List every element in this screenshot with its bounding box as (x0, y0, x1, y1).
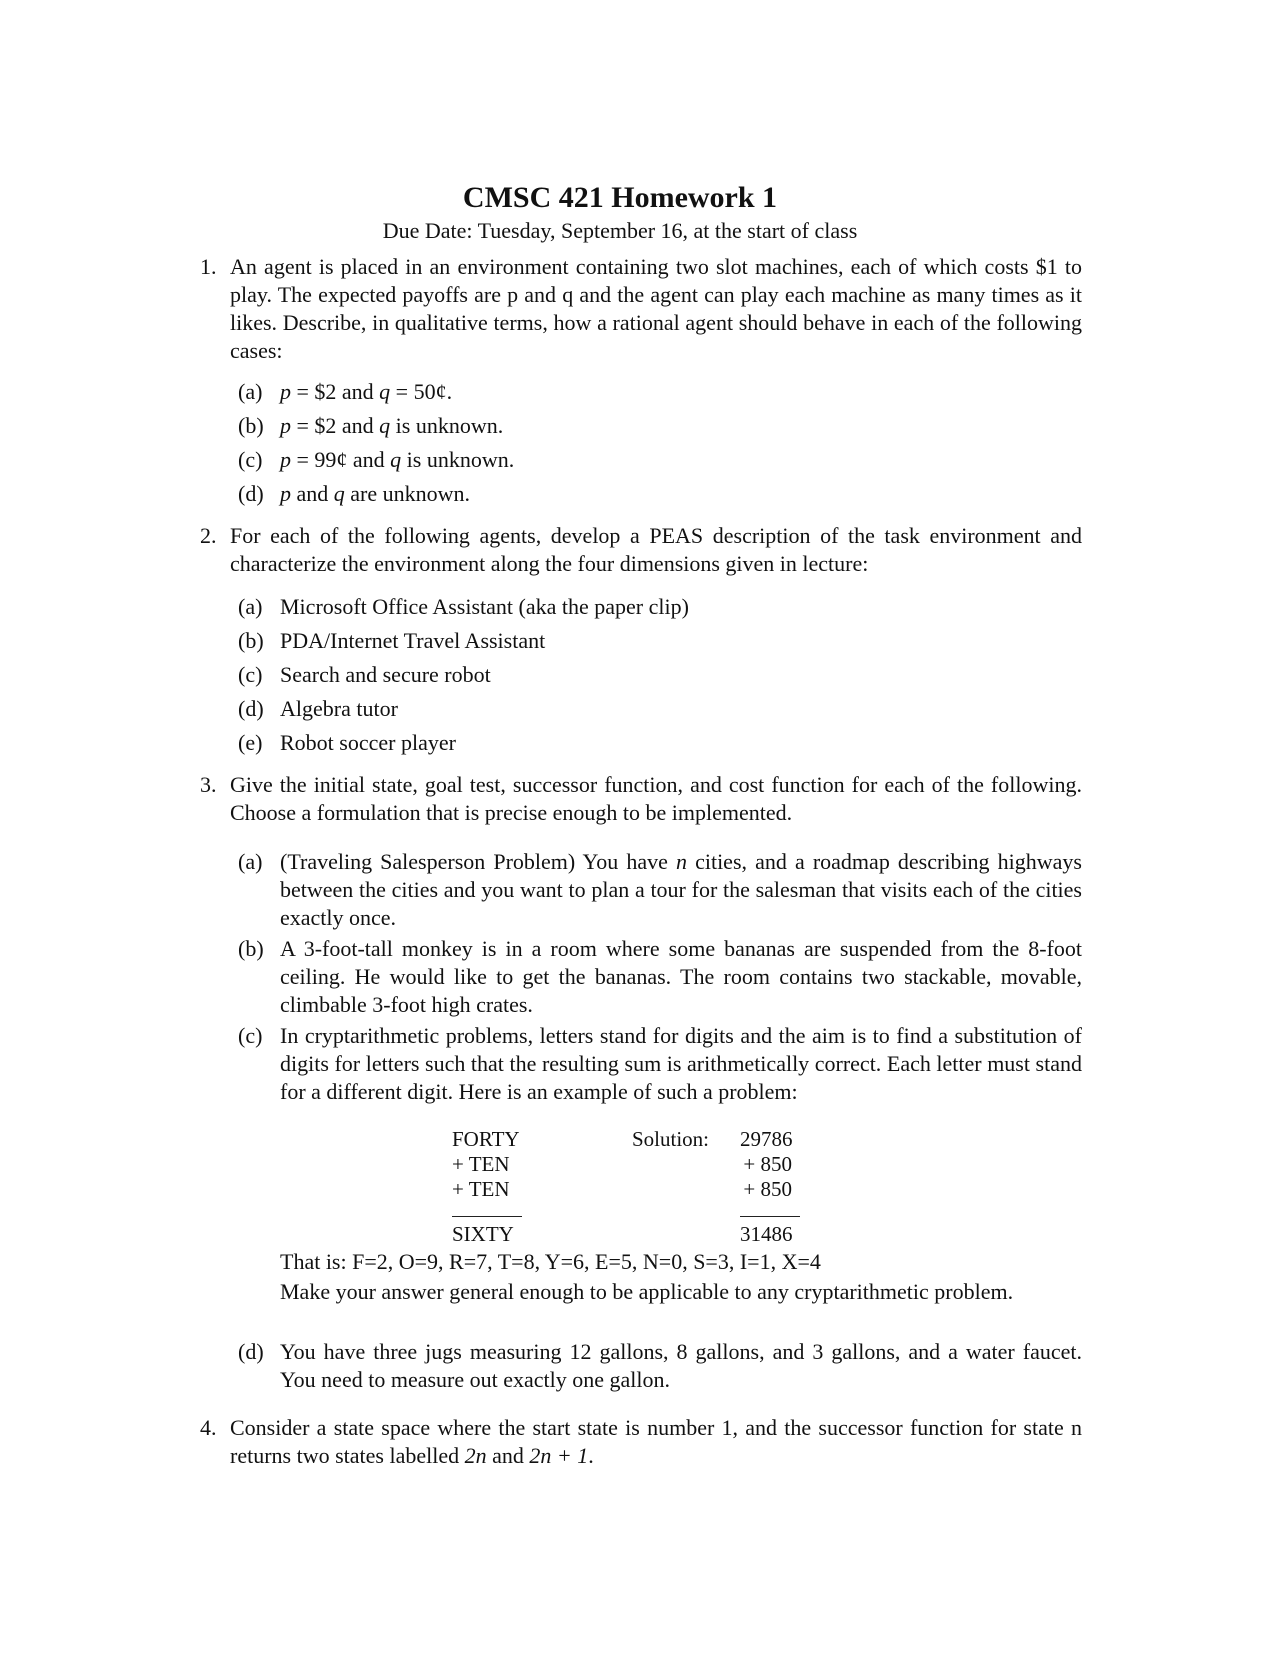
item-label: (d) (238, 1339, 264, 1364)
item-text: You have three jugs measuring 12 gallons, 8 gallons, and 3 gallons, and a water faucet. You need to measure out exactly one gallon. (280, 1339, 1082, 1392)
question-text: Give the initial state, goal test, successor function, and cost function for each of the following. Choose a formulation that is precise enough to be implemented. (230, 772, 1082, 825)
q3-c-that-is (238, 1248, 1082, 1276)
crypt-addend-3: + TEN (452, 1177, 510, 1201)
item-label: (b) (238, 628, 264, 653)
item-label: (d) (238, 481, 264, 506)
q3-c-general (238, 1278, 1082, 1306)
crypt-left-sum-line (452, 1216, 522, 1217)
item-text: In cryptarithmetic problems, letters stand for digits and the aim is to find a substitution of digits for letters such that the resulting sum is arithmetically correct. Each letter must stand for a different digit. Here is an example of such a problem: (280, 1023, 1082, 1104)
q3-item-c (238, 1022, 1082, 1106)
page-title: CMSC 421 Homework 1 (462, 181, 778, 214)
crypt-addend-2: + TEN (452, 1152, 510, 1176)
question-3 (200, 771, 1082, 827)
crypt-sum: SIXTY (452, 1222, 514, 1246)
question-4 (200, 1414, 1082, 1470)
q2-item-a (238, 593, 1082, 621)
item-label: (c) (238, 662, 263, 687)
question-text: Consider a state space where the start state is number 1, and the successor function for state n returns two states labelled 2n and 2n + 1. (230, 1415, 1082, 1468)
item-text: Microsoft Office Assistant (aka the paper clip) (280, 594, 689, 619)
solution-sum: 31486 (740, 1222, 793, 1246)
q1-item-a: (a) p = $2 and q = 50¢. (238, 379, 453, 404)
solution-addend-3: + 850 (743, 1177, 792, 1201)
q3-item-d (238, 1338, 1082, 1394)
item-label: (b) (238, 413, 264, 438)
item-text: PDA/Internet Travel Assistant (280, 628, 546, 653)
q2-item-e (238, 729, 1082, 757)
letter-assignment: That is: F=2, O=9, R=7, T=8, Y=6, E=5, N=0, S=3, I=1, X=4 (280, 1249, 821, 1274)
item-label: (a) (238, 849, 263, 874)
question-number: 2. (200, 523, 217, 548)
due-date: Due Date: Tuesday, September 16, at the start of class (382, 218, 858, 243)
item-label: (a) (238, 379, 263, 404)
q1-item-d: (d) p and q are unknown. (238, 481, 471, 506)
question-2 (200, 522, 1082, 578)
q2-item-d (238, 695, 1082, 723)
item-text: Robot soccer player (280, 730, 456, 755)
question-number: 4. (200, 1415, 217, 1440)
item-text: Algebra tutor (280, 696, 398, 721)
item-text: Search and secure robot (280, 662, 491, 687)
item-label: (c) (238, 1023, 263, 1048)
question-text: An agent is placed in an environment containing two slot machines, each of which costs $1 to play. The expected payoffs are p and q and the agent can play each machine as many times as it likes. Describe, in qualitative terms, how a rational agent should behave in each of the following cases: (230, 254, 1082, 363)
item-label: (c) (238, 447, 263, 472)
q1-item-c: (c) p = 99¢ and q is unknown. (238, 447, 515, 472)
general-note: Make your answer general enough to be applicable to any cryptarithmetic problem. (280, 1279, 1014, 1304)
solution-label: Solution: (632, 1127, 710, 1151)
solution-addend-2: + 850 (743, 1152, 792, 1176)
q3-item-a: (a) (Traveling Salesperson Problem) You have n cities, and a roadmap describing highways between the cities and you want to plan a tour for the salesman that visits each of the cities exactly once. (238, 849, 1082, 930)
question-1 (200, 253, 1082, 365)
item-label: (d) (238, 696, 264, 721)
question-number: 1. (200, 254, 217, 279)
solution-sum-line (740, 1216, 800, 1217)
question-text: For each of the following agents, develop a PEAS description of the task environment and characterize the environment along the four dimensions given in lecture: (230, 523, 1082, 576)
q2-item-c (238, 661, 1082, 689)
item-text: A 3-foot-tall monkey is in a room where some bananas are suspended from the 8-foot ceiling. He would like to get the bananas. The room contains two stackable, movable, climbable 3-foot high crates. (280, 936, 1082, 1017)
q1-item-b: (b) p = $2 and q is unknown. (238, 413, 504, 438)
solution-addend-1: 29786 (740, 1127, 793, 1151)
crypt-addend-1: FORTY (452, 1127, 520, 1151)
question-number: 3. (200, 772, 217, 797)
q3-item-b (238, 935, 1082, 1019)
item-label: (b) (238, 936, 264, 961)
item-label: (e) (238, 730, 263, 755)
item-label: (a) (238, 594, 263, 619)
q2-item-b (238, 627, 1082, 655)
